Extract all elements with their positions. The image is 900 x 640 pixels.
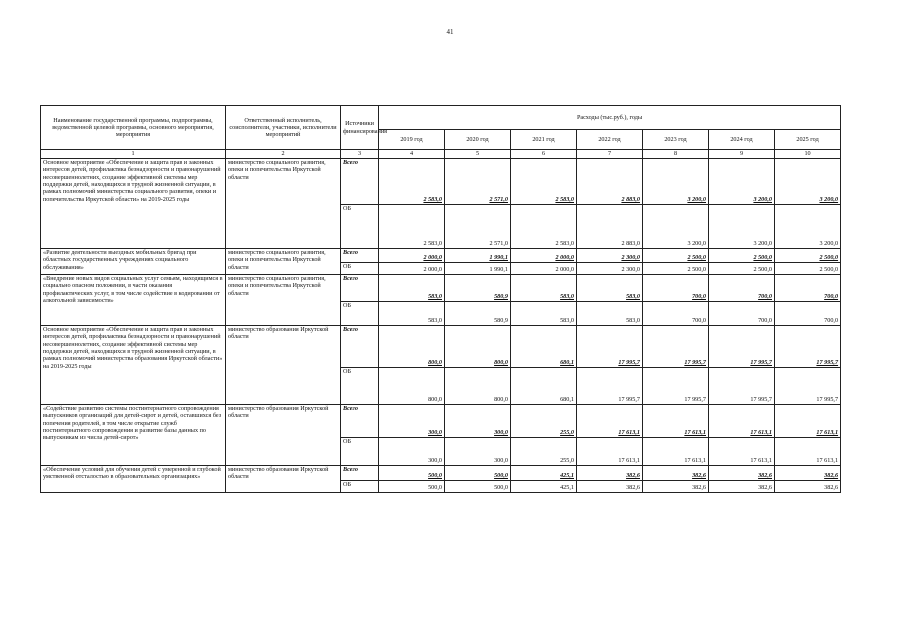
total-value: 17 613,1 [577, 405, 643, 438]
activity-name: «Обеспечение условий для обучения детей с умеренной и глубокой умственной отсталостью в образовательных организациях» [41, 466, 226, 493]
source-value: 2 500,0 [709, 263, 775, 275]
source-value: 382,6 [775, 481, 841, 493]
total-value: 800,0 [445, 326, 511, 368]
total-value: 2 000,0 [511, 249, 577, 263]
source-value: 17 995,7 [577, 368, 643, 405]
source-value: 17 613,1 [775, 438, 841, 466]
source-value: 2 583,0 [511, 205, 577, 249]
table-row [41, 466, 841, 481]
column-index: 5 [445, 150, 511, 159]
total-value: 3 200,0 [709, 159, 775, 205]
table-row [41, 275, 841, 302]
total-value: 2 583,0 [379, 159, 445, 205]
total-value: 17 995,7 [643, 326, 709, 368]
total-label: Всего [341, 275, 379, 302]
activity-name: «Содействие развитию системы постинтернатного сопровождения выпускников организаций для детей-сирот и детей, оставшихся без попечения родителей, в том числе открытие служб постинтернатного сопровождения и развитие базы данных по выпускникам из числа детей-сирот» [41, 405, 226, 466]
total-value: 2 571,0 [445, 159, 511, 205]
source-value: 500,0 [445, 481, 511, 493]
total-value: 425,1 [511, 466, 577, 481]
total-value: 500,0 [445, 466, 511, 481]
table-row [41, 405, 841, 438]
total-value: 580,9 [445, 275, 511, 302]
activity-name: «Развитие деятельности выездных мобильных бригад при областных государственных учреждениях социального обслуживания» [41, 249, 226, 275]
total-value: 583,0 [511, 275, 577, 302]
total-value: 17 613,1 [709, 405, 775, 438]
source-label: ОБ [341, 438, 379, 466]
column-index: 8 [643, 150, 709, 159]
total-value: 700,0 [709, 275, 775, 302]
total-value: 583,0 [577, 275, 643, 302]
total-value: 382,6 [643, 466, 709, 481]
total-value: 300,0 [379, 405, 445, 438]
total-value: 17 613,1 [643, 405, 709, 438]
source-value: 583,0 [379, 302, 445, 326]
total-value: 255,0 [511, 405, 577, 438]
source-value: 300,0 [445, 438, 511, 466]
source-value: 2 500,0 [775, 263, 841, 275]
source-value: 680,1 [511, 368, 577, 405]
total-value: 700,0 [775, 275, 841, 302]
header-year: 2023 год [643, 130, 709, 150]
column-index: 6 [511, 150, 577, 159]
total-value: 17 995,7 [577, 326, 643, 368]
column-index: 2 [226, 150, 341, 159]
total-value: 2 000,0 [379, 249, 445, 263]
column-index: 10 [775, 150, 841, 159]
header-year: 2020 год [445, 130, 511, 150]
total-value: 17 995,7 [775, 326, 841, 368]
source-value: 2 300,0 [577, 263, 643, 275]
source-value: 800,0 [379, 368, 445, 405]
source-value: 3 200,0 [709, 205, 775, 249]
total-value: 17 995,7 [709, 326, 775, 368]
total-label: Всего [341, 249, 379, 263]
total-value: 300,0 [445, 405, 511, 438]
total-label: Всего [341, 405, 379, 438]
source-value: 382,6 [643, 481, 709, 493]
total-value: 382,6 [775, 466, 841, 481]
source-value: 500,0 [379, 481, 445, 493]
total-value: 500,0 [379, 466, 445, 481]
total-value: 2 583,0 [511, 159, 577, 205]
executor: министерство социального развития, опеки и попечительства Иркутской области [226, 159, 341, 249]
header-year: 2019 год [379, 130, 445, 150]
expenses-table [40, 105, 841, 493]
source-value: 2 500,0 [643, 263, 709, 275]
total-value: 2 500,0 [643, 249, 709, 263]
total-value: 382,6 [709, 466, 775, 481]
table-row [41, 326, 841, 368]
column-index: 7 [577, 150, 643, 159]
source-value: 580,9 [445, 302, 511, 326]
total-value: 17 613,1 [775, 405, 841, 438]
source-value: 700,0 [775, 302, 841, 326]
header-name: Наименование государственной программы, подпрограммы, ведомственной целевой программы, основного мероприятия, мероприятия [41, 106, 226, 150]
total-value: 2 500,0 [709, 249, 775, 263]
activity-name: «Внедрение новых видов социальных услуг семьям, находящимся в социально опасном положении, в части оказания профилактических услуг, в том числе содействие в кодировании от алкогольной зависимости» [41, 275, 226, 326]
source-value: 255,0 [511, 438, 577, 466]
source-value: 17 613,1 [577, 438, 643, 466]
executor: министерство образования Иркутской области [226, 405, 341, 466]
source-label: ОБ [341, 302, 379, 326]
header-expenses: Расходы (тыс.руб.), годы [379, 106, 841, 130]
executor: министерство социального развития, опеки и попечительства Иркутской области [226, 249, 341, 275]
source-value: 17 613,1 [709, 438, 775, 466]
source-value: 17 995,7 [643, 368, 709, 405]
total-value: 2 300,0 [577, 249, 643, 263]
source-value: 800,0 [445, 368, 511, 405]
header-executor: Ответственный исполнитель, соисполнители, участники, исполнители мероприятий [226, 106, 341, 150]
source-value: 382,6 [577, 481, 643, 493]
total-label: Всего [341, 466, 379, 481]
column-index: 1 [41, 150, 226, 159]
source-value: 3 200,0 [775, 205, 841, 249]
executor: министерство образования Иркутской области [226, 326, 341, 405]
source-value: 17 995,7 [709, 368, 775, 405]
table-row [41, 249, 841, 263]
total-value: 382,6 [577, 466, 643, 481]
source-label: ОБ [341, 263, 379, 275]
source-value: 1 990,1 [445, 263, 511, 275]
total-value: 1 990,1 [445, 249, 511, 263]
total-value: 700,0 [643, 275, 709, 302]
header-source: Источники финансирования [341, 106, 379, 150]
source-value: 17 613,1 [643, 438, 709, 466]
source-value: 2 000,0 [511, 263, 577, 275]
source-label: ОБ [341, 205, 379, 249]
header-year: 2025 год [775, 130, 841, 150]
source-label: ОБ [341, 481, 379, 493]
header-year: 2024 год [709, 130, 775, 150]
source-value: 382,6 [709, 481, 775, 493]
total-value: 2 883,0 [577, 159, 643, 205]
total-value: 2 500,0 [775, 249, 841, 263]
source-value: 583,0 [577, 302, 643, 326]
activity-name: Основное мероприятие «Обеспечение и защита прав и законных интересов детей, профилактика безнадзорности и правонарушений несовершеннолетних, создание эффективной системы мер поддержки детей, находящихся в трудной жизненной ситуации, в рамках полномочий министерства образования Иркутской области» на 2019-2025 годы [41, 326, 226, 405]
source-value: 700,0 [709, 302, 775, 326]
total-label: Всего [341, 159, 379, 205]
total-value: 680,1 [511, 326, 577, 368]
column-index: 9 [709, 150, 775, 159]
source-value: 2 000,0 [379, 263, 445, 275]
executor: министерство социального развития, опеки и попечительства Иркутской области [226, 275, 341, 326]
source-value: 17 995,7 [775, 368, 841, 405]
source-label: ОБ [341, 368, 379, 405]
total-value: 3 200,0 [643, 159, 709, 205]
activity-name: Основное мероприятие «Обеспечение и защита прав и законных интересов детей, профилактика безнадзорности и правонарушений несовершеннолетних, создание эффективной системы мер поддержки детей, находящихся в трудной жизненной ситуации, в рамках полномочий министерства социального развития, опеки и попечительства Иркутской области» на 2019-2025 годы [41, 159, 226, 249]
total-label: Всего [341, 326, 379, 368]
column-index: 3 [341, 150, 379, 159]
page-number: 41 [446, 28, 454, 36]
source-value: 2 883,0 [577, 205, 643, 249]
header-year: 2021 год [511, 130, 577, 150]
source-value: 2 583,0 [379, 205, 445, 249]
source-value: 2 571,0 [445, 205, 511, 249]
header-year: 2022 год [577, 130, 643, 150]
table-row [41, 159, 841, 205]
total-value: 800,0 [379, 326, 445, 368]
total-value: 583,0 [379, 275, 445, 302]
source-value: 300,0 [379, 438, 445, 466]
total-value: 3 200,0 [775, 159, 841, 205]
executor: министерство образования Иркутской области [226, 466, 341, 493]
source-value: 583,0 [511, 302, 577, 326]
source-value: 425,1 [511, 481, 577, 493]
source-value: 700,0 [643, 302, 709, 326]
source-value: 3 200,0 [643, 205, 709, 249]
column-index: 4 [379, 150, 445, 159]
